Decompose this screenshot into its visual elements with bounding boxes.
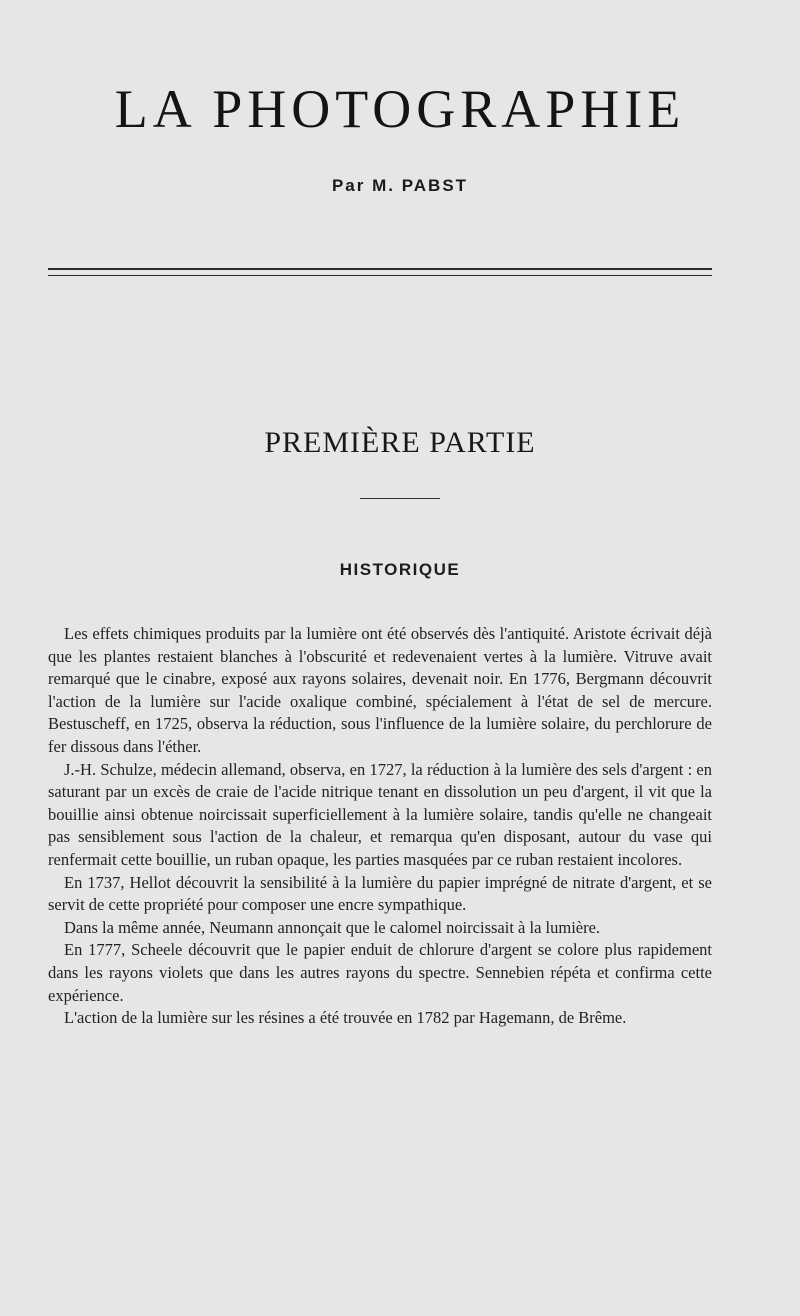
paragraph: En 1737, Hellot découvrit la sensibilité à la lumière du papier imprégné de nitrate d'argent, et se servit de cette propriété pour composer une encre sympathique. [48, 872, 712, 915]
part-title: PREMIÈRE PARTIE [264, 426, 536, 459]
paragraph: En 1777, Scheele découvrit que le papier enduit de chlorure d'argent se colore plus rapidement dans les rayons violets que dans les autres rayons du spectre. Sennebien répéta et confirma cette expérience. [48, 940, 712, 1005]
author-byline: Par M. PABST [331, 176, 469, 195]
short-rule-divider [360, 498, 440, 499]
paragraph: L'action de la lumière sur les résines a été trouvée en 1782 par Hagemann, de Brême. [64, 1008, 627, 1028]
document-title: LA PHOTOGRAPHIE [114, 79, 686, 139]
paragraph: Les effets chimiques produits par la lumière ont été observés dès l'antiquité. Aristote écrivait déjà que les plantes restaient blanches à l'obscurité et redevenaient vertes à la lumière. Vitruve avait remarqué que le cinabre, exposé aux rayons solaires, devenait noir. En 1776, Bergmann découvrit l'action de la lumière sur l'acide oxalique combiné, spécialement à l'état de sel de mercure. Bestuscheff, en 1725, observa la réduction, sous l'influence de la lumière solaire, du perchlorure de fer dissous dans l'éther. [48, 624, 712, 756]
double-rule-divider [48, 268, 712, 276]
paragraph: Dans la même année, Neumann annonçait que le calomel noircissait à la lumière. [64, 917, 601, 937]
paragraph: J.-H. Schulze, médecin allemand, observa, en 1727, la réduction à la lumière des sels d'argent : en saturant par un excès de craie de l'acide nitrique tenant en dissolution un peu d'argent, il vit que la bouillie ainsi obtenue noircissait superficiellement à la lumière solaire, tandis qu'elle ne changeait pas sensiblement sous l'action de la chaleur, et remarqua qu'en disposant, autour du vase qui renfermait cette bouillie, un ruban opaque, les parties masquées par ce ruban restaient incolores. [48, 759, 712, 869]
body-text [48, 623, 712, 1030]
section-title: HISTORIQUE [339, 560, 461, 579]
